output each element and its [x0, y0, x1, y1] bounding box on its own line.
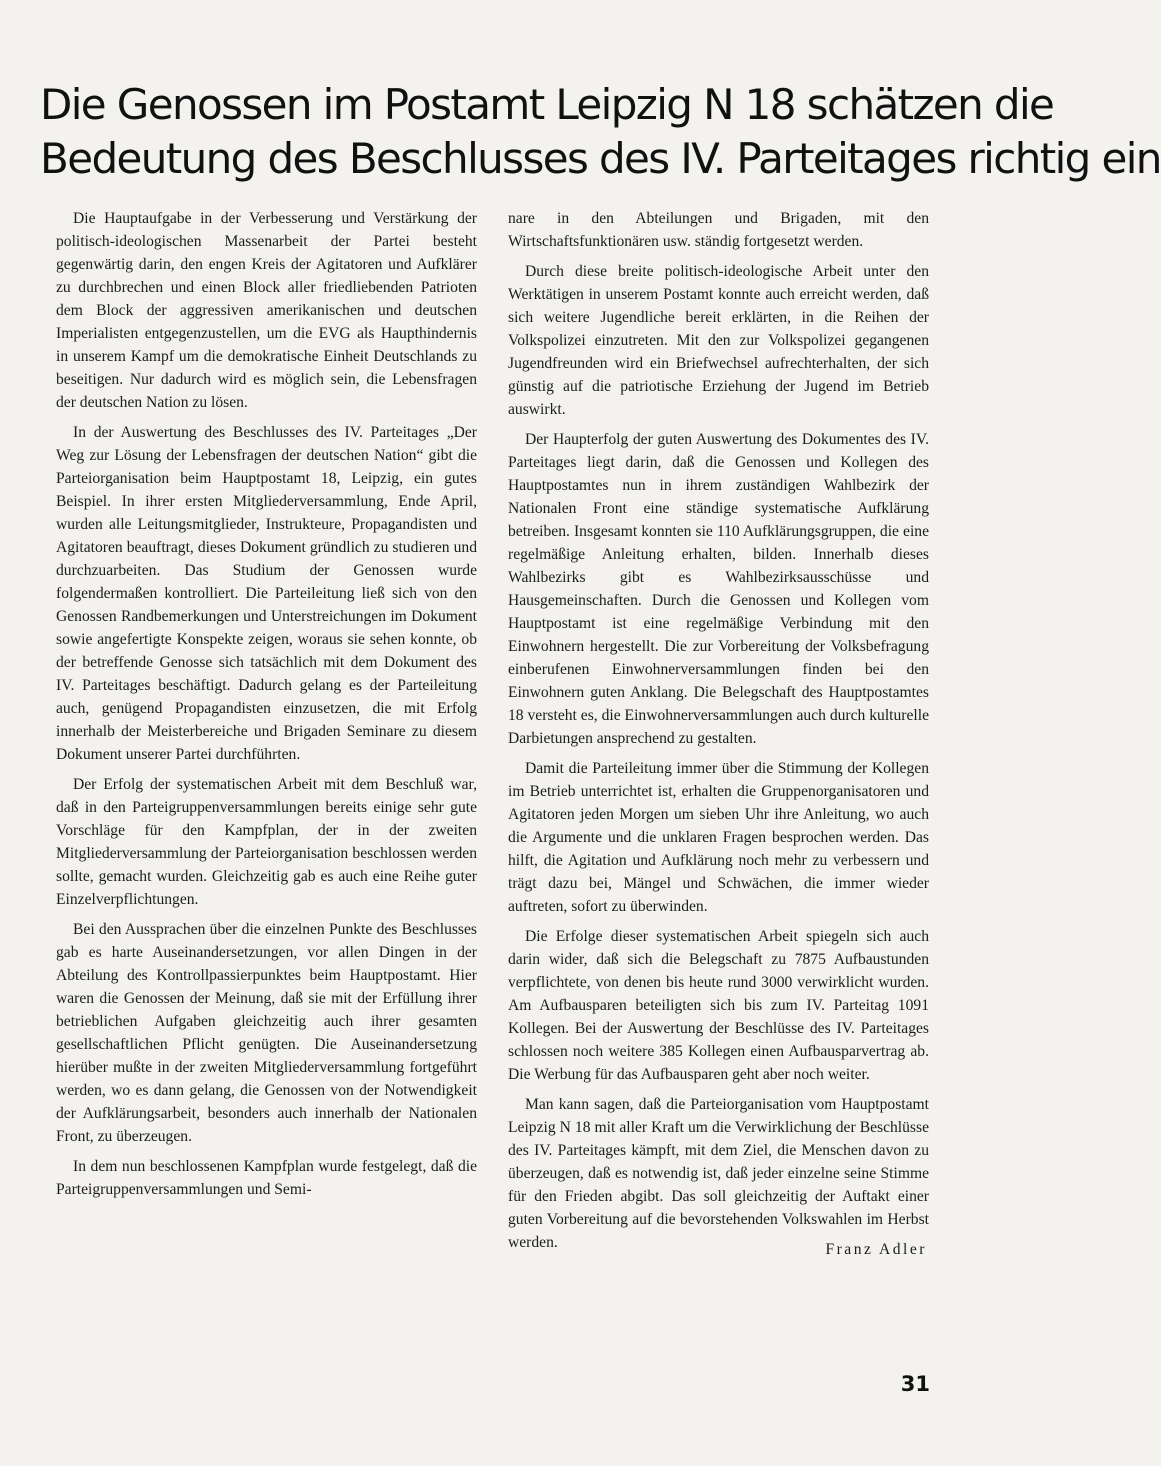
right-column: [508, 207, 929, 1261]
paragraph: In der Auswertung des Beschlusses des IV. Parteitages „Der Weg zur Lösung der Lebensfragen der deutschen Nation“ gibt die Parteiorganisation beim Hauptpostamt 18, Leipzig, ein gutes Beispiel. In ihrer ersten Mitgliederversammlung, Ende April, wurden alle Leitungsmitglieder, Instrukteure, Propagandisten und Agitatoren beauftragt, dieses Dokument gründlich zu studieren und durchzuarbeiten. Das Studium der Genossen wurde folgendermaßen kontrolliert. Die Parteileitung ließ sich von den Genossen Randbemerkungen und Unterstreichungen im Dokument sowie angefertigte Konspekte zeigen, woraus sie sehen konnte, ob der betreffende Genosse sich tatsächlich mit dem Dokument des IV. Parteitages beschäftigt. Dadurch gelang es der Parteileitung auch, genügend Propagandisten einzusetzen, die mit Erfolg innerhalb der Meisterbereiche und Brigaden Seminare zu diesem Dokument unserer Partei durchführten.: [56, 424, 477, 763]
author-signature: Franz Adler: [825, 1241, 927, 1258]
page-number: 31: [900, 1372, 930, 1396]
paragraph: Die Hauptaufgabe in der Verbesserung und Verstärkung der politisch-ideologischen Massenarbeit der Partei besteht gegenwärtig darin, den engen Kreis der Agitatoren und Aufklärer zu durchbrechen und einen Block aller friedliebenden Patrioten dem Block der aggressiven amerikanischen und deutschen Imperialisten entgegenzustellen, um die EVG als Haupthindernis in unserem Kampf um die demokratische Einheit Deutschlands zu beseitigen. Nur dadurch wird es möglich sein, die Lebensfragen der deutschen Nation zu lösen.: [56, 210, 477, 411]
left-column: [56, 207, 477, 1208]
headline-line-1: Die Genossen im Postamt Leipzig N 18 schätzen die: [40, 80, 1054, 129]
paragraph: Der Haupterfolg der guten Auswertung des Dokumentes des IV. Parteitages liegt darin, daß die Genossen und Kollegen des Hauptpostamtes nun in ihrem zuständigen Wahlbezirk der Nationalen Front eine ständige systematische Aufklärung betreiben. Insgesamt konnten sie 110 Aufklärungsgruppen, die eine regelmäßige Anleitung erhalten, bilden. Innerhalb dieses Wahlbezirks gibt es Wahlbezirksausschüsse und Hausgemeinschaften. Durch die Genossen und Kollegen vom Hauptpostamt ist eine regelmäßige Verbindung mit den Einwohnern hergestellt. Die zur Vorbereitung der Volksbefragung einberufenen Einwohnerversammlungen finden bei den Einwohnern guten Anklang. Die Belegschaft des Hauptpostamtes 18 versteht es, die Einwohnerversammlungen auch durch kulturelle Darbietungen ansprechend zu gestalten.: [508, 431, 929, 747]
article-headline: [40, 78, 1161, 186]
paragraph: Bei den Aussprachen über die einzelnen Punkte des Beschlusses gab es harte Auseinandersetzungen, vor allen Dingen in der Abteilung des Kontrollpassierpunktes beim Hauptpostamt. Hier waren die Genossen der Meinung, daß sie mit der Erfüllung ihrer betrieblichen Aufgaben gleichzeitig auch ihrer gesamten gesellschaftlichen Pflicht genügten. Die Auseinandersetzung hierüber mußte in der zweiten Mitgliederversammlung fortgeführt werden, wo es dann gelang, die Genossen von der Notwendigkeit der Aufklärungsarbeit, besonders auch innerhalb der Nationalen Front, zu überzeugen.: [56, 921, 477, 1145]
paragraph: Der Erfolg der systematischen Arbeit mit dem Beschluß war, daß in den Parteigruppenversammlungen bereits einige sehr gute Vorschläge für den Kampfplan, der in der zweiten Mitgliederversammlung der Parteiorganisation beschlossen werden sollte, gemacht wurden. Gleichzeitig gab es auch eine Reihe guter Einzelverpflichtungen.: [56, 776, 477, 908]
paragraph: Man kann sagen, daß die Parteiorganisation vom Hauptpostamt Leipzig N 18 mit aller Kraft um die Verwirklichung der Beschlüsse des IV. Parteitages kämpft, mit dem Ziel, die Menschen davon zu überzeugen, daß es notwendig ist, daß jeder einzelne seine Stimme für den Frieden abgibt. Das soll gleichzeitig der Auftakt einer guten Vorbereitung auf die bevorstehenden Volkswahlen im Herbst werden.: [508, 1096, 929, 1251]
headline-line-2: Bedeutung des Beschlusses des IV. Parteitages richtig ein: [40, 134, 1161, 183]
paragraph: Die Erfolge dieser systematischen Arbeit spiegeln sich auch darin wider, daß sich die Belegschaft zu 7875 Aufbaustunden verpflichtete, von denen bis heute rund 3000 verwirklicht wurden. Am Aufbausparen beteiligten sich bis zum IV. Parteitag 1091 Kollegen. Bei der Auswertung der Beschlüsse des IV. Parteitages schlossen noch weitere 385 Kollegen einen Aufbausparvertrag ab. Die Werbung für das Aufbausparen geht aber noch weiter.: [508, 928, 929, 1083]
paragraph: nare in den Abteilungen und Brigaden, mit den Wirtschaftsfunktionären usw. ständig fortgesetzt werden.: [508, 210, 929, 250]
paragraph: Damit die Parteileitung immer über die Stimmung der Kollegen im Betrieb unterrichtet ist, erhalten die Gruppenorganisatoren und Agitatoren jeden Morgen um sieben Uhr ihre Anleitung, wo auch die Argumente und die unklaren Fragen besprochen werden. Das hilft, die Agitation und Aufklärung noch mehr zu verbessern und trägt dazu bei, Mängel und Schwächen, die immer wieder auftreten, sofort zu überwinden.: [508, 760, 929, 915]
paragraph: Durch diese breite politisch-ideologische Arbeit unter den Werktätigen in unserem Postamt konnte auch erreicht werden, daß sich weitere Jugendliche bereit erklärten, in die Reihen der Volkspolizei einzutreten. Mit den zur Volkspolizei gegangenen Jugendfreunden wird ein Briefwechsel aufrechterhalten, der sich günstig auf die patriotische Erziehung der Jugend im Betrieb auswirkt.: [508, 263, 929, 418]
paragraph: In dem nun beschlossenen Kampfplan wurde festgelegt, daß die Parteigruppenversammlungen und Semi-: [56, 1158, 477, 1198]
